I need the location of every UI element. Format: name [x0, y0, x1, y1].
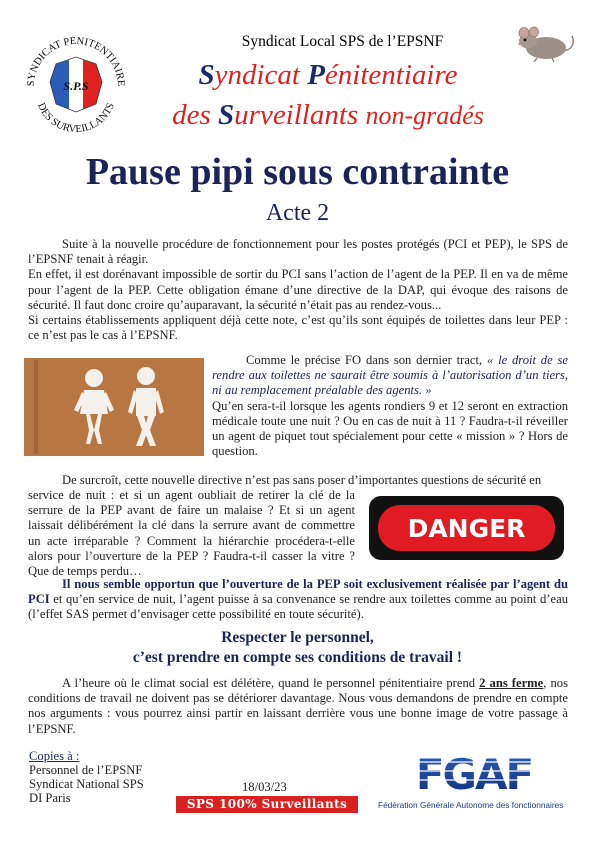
paragraph-5a: A l’heure où le climat social est délétère, quand le personnel pénitentiaire prend	[62, 676, 480, 690]
page-title: Pause pipi sous contrainte	[85, 151, 510, 193]
logo-ring-top: SYNDICAT PENITENTIAIRE	[25, 35, 127, 87]
copy-recipient: Syndicat National SPS	[29, 777, 144, 791]
slogan-line1: Respecter le personnel,	[221, 629, 374, 646]
syndicat-local-heading: Syndicat Local SPS de l’EPSNF	[241, 33, 444, 50]
paragraph-5b: , nos conditions de travail ne doivent pas se détériorer davantage. Nous vous demandons de prendre en compte nos arguments : vous pourrez ainsi partir en laissant derrière vous une bonne image de votre passage à l’EPSNF.	[28, 676, 568, 736]
word-des: des	[172, 99, 211, 131]
fgaf-logo	[415, 751, 533, 795]
copy-recipient: Personnel de l’EPSNF	[29, 763, 143, 777]
document-date: 18/03/23	[242, 780, 287, 794]
paragraph-5	[28, 676, 568, 737]
footer-badge: SPS 100% Surveillants	[176, 796, 358, 813]
paragraph-1a: Suite à la nouvelle procédure de fonctionnement pour les postes protégés (PCI et PEP), le SPS de l’EPSNF tenait à réagir.	[28, 237, 568, 267]
copies-block	[29, 749, 144, 805]
slogan	[0, 628, 595, 668]
word-urveillants: urveillants	[234, 99, 359, 131]
word-enitentiaire: énitentiaire	[324, 59, 458, 91]
paragraph-1	[28, 237, 568, 343]
danger-sign	[368, 495, 565, 561]
copy-recipient: DI Paris	[29, 791, 71, 805]
slogan-line2: c’est prendre en compte ses conditions de travail !	[132, 649, 463, 666]
union-name-line2	[118, 98, 538, 133]
paragraph-3-body: service de nuit : et si un agent oubliait de retirer la clé de la serrure de la PEP avant de faire un malaise ? Et si un agent laissait délibérément la clé dans la serrure avant de commettre un acte irréparable ? Comment la hiérarchie procédera-t-elle alors pour l’ouverture de la PEP ? Faudra-t-il casser la vitre ? Que de temps perdu…	[28, 488, 355, 579]
logo-ring-bottom: DES SURVEILLANTS	[35, 101, 117, 136]
paragraph-3-line1: De surcroît, cette nouvelle directive n’est pas sans poser d’importantes questions de sécurité en	[62, 473, 542, 487]
word-yndicat: yndicat	[214, 59, 300, 91]
word-non-grades: non-gradés	[365, 101, 484, 130]
paragraph-1c: Si certains établissements appliquent déjà cette note, c’est qu’ils sont équipés de toilettes dans leur PEP : ce n’est pas le cas à l’EPSNF.	[28, 313, 568, 343]
mouse-picture	[512, 14, 578, 64]
paragraph-2-rest: Qu’en sera-t-il lorsque les agents rondiers 9 et 12 seront en extraction médicale toute une nuit ? Ou en cas de nuit à 11 ? Faudra-t-il réveiller un agent de piquet tout spécialement pour cette « mission » ? Hors de question.	[212, 398, 568, 459]
paragraph-4-bold: Il nous semble opportun que l’ouverture de la PEP soit exclusivement réalisée par l’agent du PCI	[28, 577, 568, 607]
paragraph-4	[28, 577, 568, 623]
logo-center-text: S.P.S	[63, 79, 89, 93]
paragraph-4-rest: et qu’en service de nuit, l’agent puisse à sa convenance se rendre aux toilettes comme au point d’eau (l’effet SAS permet d’envisager cette possibilité en toute sécurité).	[28, 592, 568, 622]
union-name-line1	[118, 58, 538, 92]
fgaf-logo-letters: FGAF	[415, 751, 533, 795]
page-subtitle: Acte 2	[265, 200, 330, 226]
paragraph-1b: En effet, il est dorénavant impossible de sortir du PCI sans l’action de l’agent de la PEP. Il en va de même pour l’agent de la PEP. Cette obligation émane d’une directive de la DAP, qui évoque des raisons de sécurité. Il faut donc croire qu’auparavant, la sécurité n’était pas au rendez-vous...	[28, 267, 568, 312]
toilet-sign-photo	[24, 358, 204, 456]
copies-title: Copies à :	[29, 749, 80, 763]
fo-quote: « le droit de se rendre aux toilettes ne saurait être soumis à l’autorisation d’un tiers, ni au remplacement préalable des agents. »	[212, 353, 568, 398]
paragraph-2	[212, 353, 568, 459]
fgaf-caption: Fédération Générale Autonome des fonctionnaires	[378, 800, 564, 810]
letter-s2: S	[218, 99, 235, 131]
letter-p: P	[307, 59, 325, 91]
paragraph-5-emphasis: 2 ans ferme	[479, 676, 544, 690]
paragraph-2-intro: Comme le précise FO dans son dernier tract,	[246, 353, 487, 367]
danger-label: DANGER	[407, 514, 526, 543]
letter-s: S	[198, 59, 215, 91]
